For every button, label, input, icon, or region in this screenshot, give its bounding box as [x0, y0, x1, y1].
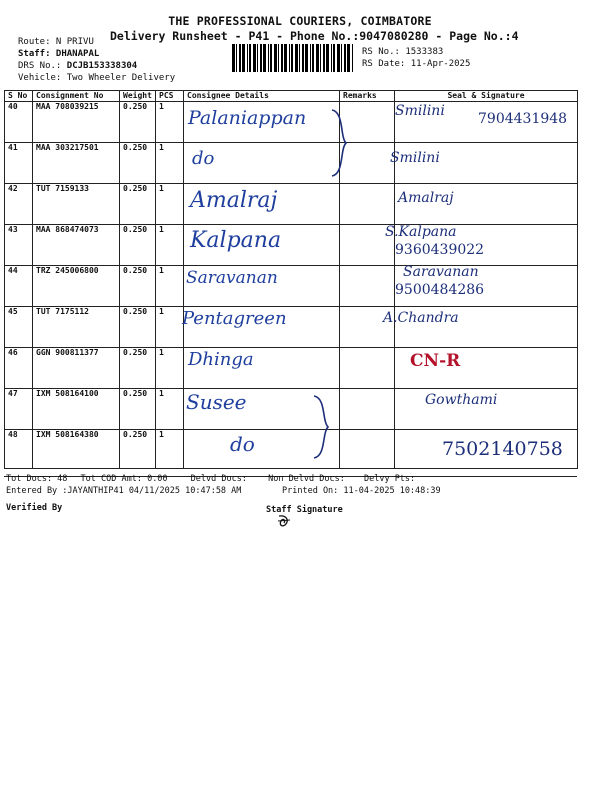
consignee-handwriting: do [230, 432, 255, 456]
entered-by: Entered By :JAYANTHIP41 04/11/2025 10:47:58 AM [6, 486, 242, 496]
drs-number-label: DRS No.: [18, 61, 62, 71]
consignee-handwriting: Dhinga [188, 349, 254, 370]
delivery-points: Delvy Pts: [363, 474, 416, 484]
cell-sno: 43 [5, 225, 33, 266]
seal-phone-number: 9500484286 [395, 282, 485, 298]
consignee-handwriting: Palaniappan [188, 107, 307, 129]
staff-signature-mark [276, 514, 292, 528]
cell-consignment: MAA 303217501 [33, 143, 120, 184]
cell-pcs: 1 [156, 225, 184, 266]
cell-consignment: TUT 7175112 [33, 307, 120, 348]
cell-pcs: 1 [156, 389, 184, 430]
cell-weight: 0.250 [120, 307, 156, 348]
cell-sno: 40 [5, 102, 33, 143]
seal-signature: CN-R [410, 351, 461, 371]
seal-phone-number: 7904431948 [478, 111, 568, 127]
cell-weight: 0.250 [120, 430, 156, 469]
cell-pcs: 1 [156, 184, 184, 225]
cell-consignment: TRZ 245006800 [33, 266, 120, 307]
seal-phone-number: 9360439022 [395, 242, 485, 258]
seal-signature: Smilini [390, 150, 440, 166]
cell-pcs: 1 [156, 266, 184, 307]
rs-number: RS No.: 1533383 [362, 47, 444, 57]
delivered-docs: Delvd Docs: [190, 474, 247, 484]
staff-label: Staff: DHANAPAL [18, 49, 100, 59]
cell-sno: 48 [5, 430, 33, 469]
seal-signature: S.Kalpana [385, 224, 457, 240]
cell-consignment: MAA 708039215 [33, 102, 120, 143]
cell-weight: 0.250 [120, 102, 156, 143]
col-header-remarks: Remarks [340, 91, 395, 102]
non-delivered-docs: Non Delvd Docs: [268, 474, 345, 484]
cell-consignment: IXM 508164380 [33, 430, 120, 469]
cell-weight: 0.250 [120, 348, 156, 389]
cell-sno: 44 [5, 266, 33, 307]
cell-weight: 0.250 [120, 143, 156, 184]
cell-sno: 46 [5, 348, 33, 389]
verified-by-label: Verified By [6, 503, 63, 513]
company-title: THE PROFESSIONAL COURIERS, COIMBATORE [168, 14, 432, 28]
rs-date: RS Date: 11-Apr-2025 [362, 59, 471, 69]
cell-consignment: MAA 868474073 [33, 225, 120, 266]
staff-signature-label: Staff Signature [266, 505, 343, 515]
col-header-consignee: Consignee Details [184, 91, 340, 102]
col-header-consignment: Consignment No [33, 91, 120, 102]
seal-signature: Amalraj [398, 190, 454, 206]
brace-mark [312, 394, 334, 460]
drs-number-value: DCJB153338304 [66, 61, 138, 71]
consignee-handwriting: Susee [186, 390, 247, 414]
runsheet-title: Delivery Runsheet - P41 - Phone No.:9047080280 - Page No.:4 [110, 29, 519, 43]
seal-phone-number: 7502140758 [442, 438, 563, 460]
total-docs: Tot Docs: 48 [6, 474, 68, 484]
cell-pcs: 1 [156, 143, 184, 184]
cell-sno: 47 [5, 389, 33, 430]
brace-mark [330, 108, 352, 178]
consignee-handwriting: Pentagreen [182, 308, 287, 329]
consignee-handwriting: do [192, 148, 215, 169]
seal-signature: A.Chandra [383, 310, 459, 326]
cell-weight: 0.250 [120, 225, 156, 266]
total-cod-amount: Tot COD Amt: 0.00 [80, 474, 168, 484]
cell-weight: 0.250 [120, 266, 156, 307]
cell-weight: 0.250 [120, 184, 156, 225]
cell-sno: 45 [5, 307, 33, 348]
consignee-handwriting: Amalraj [190, 188, 278, 213]
footer-totals [6, 474, 576, 484]
cell-sno: 41 [5, 143, 33, 184]
seal-signature: Smilini [395, 103, 445, 119]
consignee-handwriting: Saravanan [186, 268, 278, 288]
col-header-seal: Seal & Signature [395, 91, 578, 102]
cell-sno: 42 [5, 184, 33, 225]
cell-pcs: 1 [156, 102, 184, 143]
consignee-handwriting: Kalpana [190, 228, 282, 253]
cell-pcs: 1 [156, 348, 184, 389]
route-label: Route: N PRIVU [18, 37, 94, 47]
cell-pcs: 1 [156, 430, 184, 469]
col-header-weight: Weight [120, 91, 156, 102]
cell-consignment: TUT 7159133 [33, 184, 120, 225]
cell-consignment: GGN 900811377 [33, 348, 120, 389]
seal-signature: Saravanan [403, 264, 479, 280]
col-header-pcs: PCS [156, 91, 184, 102]
col-header-sno: S No [5, 91, 33, 102]
cell-consignment: IXM 508164100 [33, 389, 120, 430]
vehicle-label: Vehicle: Two Wheeler Delivery [18, 73, 176, 83]
cell-weight: 0.250 [120, 389, 156, 430]
seal-signature: Gowthami [425, 392, 498, 408]
printed-on: Printed On: 11-04-2025 10:48:39 [282, 486, 441, 496]
cell-pcs: 1 [156, 307, 184, 348]
